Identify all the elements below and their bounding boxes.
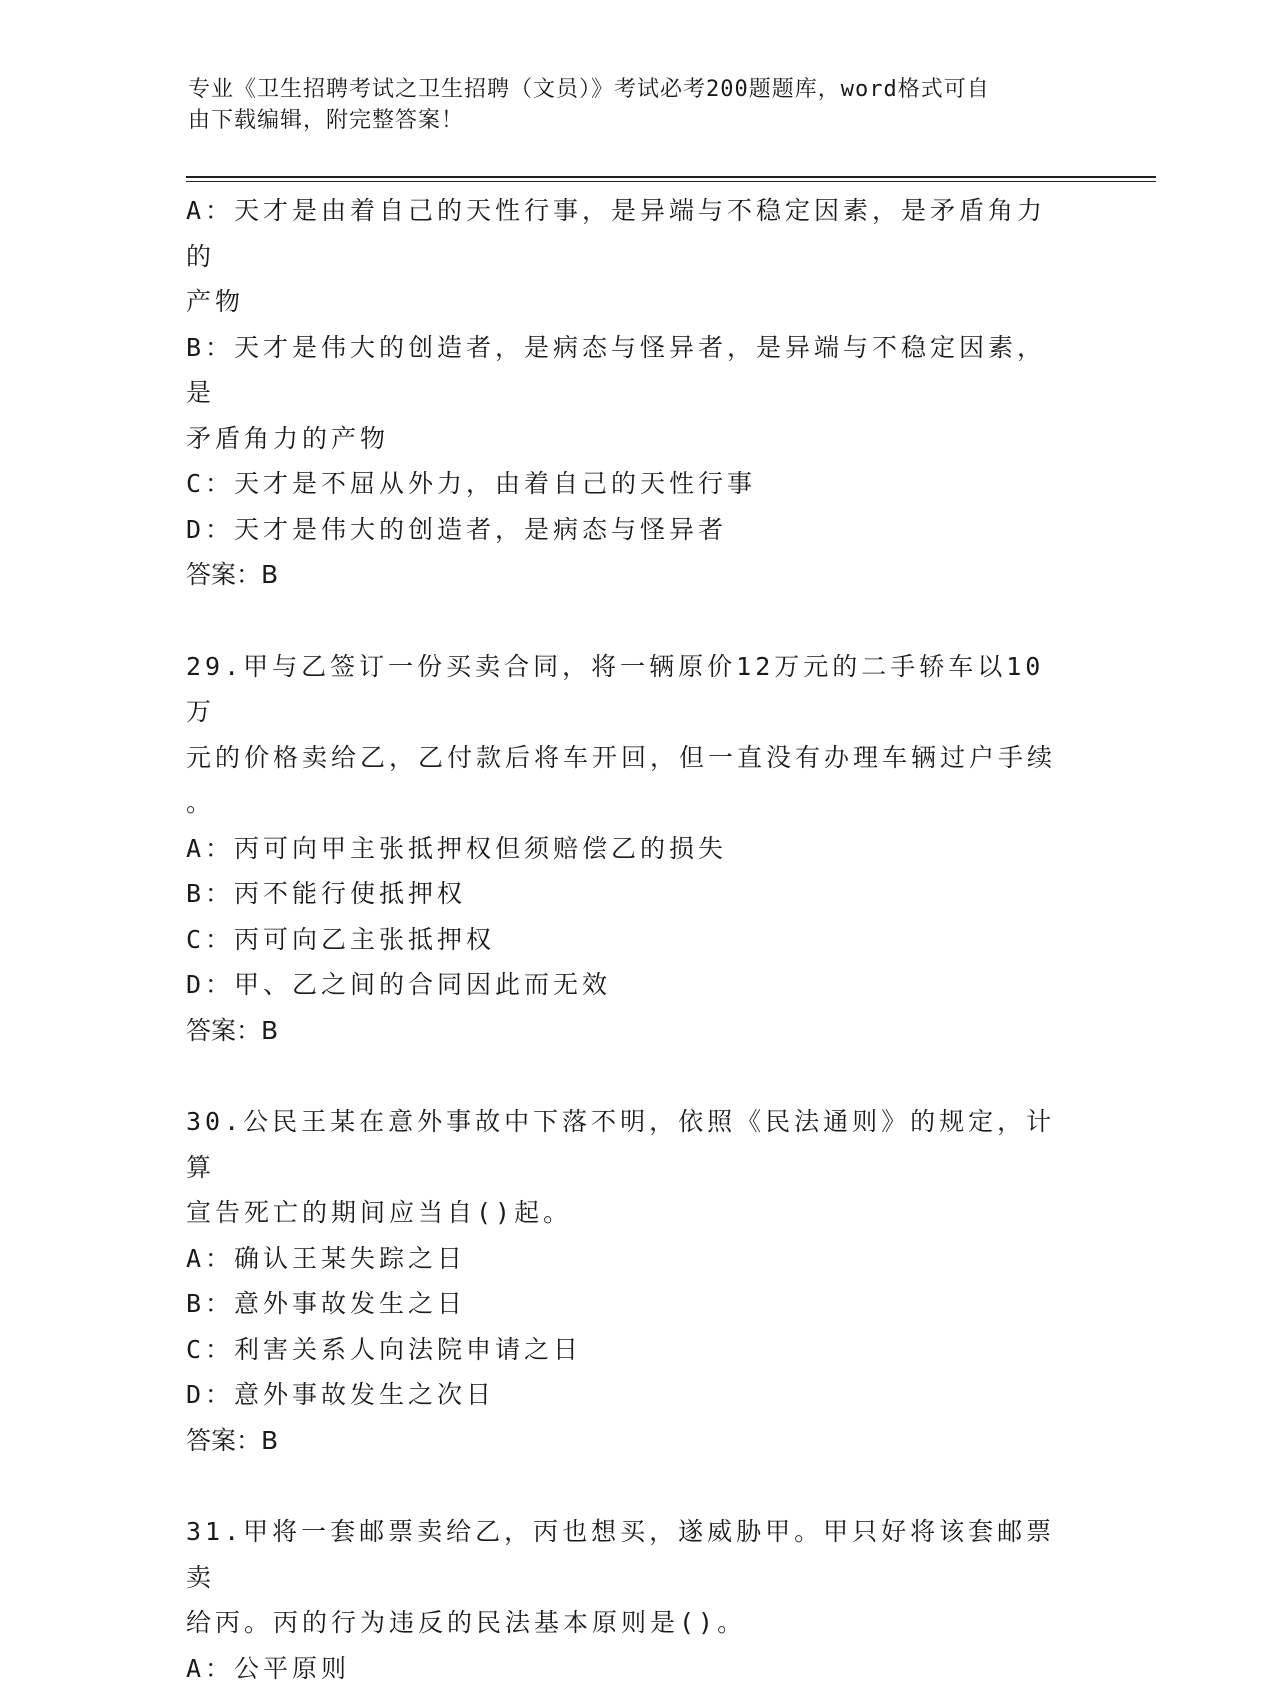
header-rule-thick (186, 176, 1156, 178)
block-spacer (186, 1463, 1066, 1509)
header-rule-thin (186, 181, 1156, 182)
question-line: 矛盾角力的产物 (186, 416, 1066, 462)
question-line: A：天才是由着自己的天性行事，是异端与不稳定因素，是矛盾角力的 (186, 188, 1066, 279)
question-line: B：丙不能行使抵押权 (186, 871, 1066, 917)
question-block (186, 1509, 1066, 1691)
document-header (188, 74, 1068, 136)
header-line-2: 由下载编辑，附完整答案！ (188, 105, 1068, 136)
question-line: C：天才是不屈从外力，由着自己的天性行事 (186, 461, 1066, 507)
answer-line: 答案：B (186, 1418, 1066, 1464)
question-line: 给丙。丙的行为违反的民法基本原则是()。 (186, 1600, 1066, 1646)
question-line: A：丙可向甲主张抵押权但须赔偿乙的损失 (186, 826, 1066, 872)
question-line: B：天才是伟大的创造者，是病态与怪异者，是异端与不稳定因素，是 (186, 325, 1066, 416)
question-block (186, 188, 1066, 598)
question-block (186, 644, 1066, 1054)
document-body (186, 188, 1066, 1691)
answer-line: 答案：B (186, 1008, 1066, 1054)
question-line: C：丙可向乙主张抵押权 (186, 917, 1066, 963)
question-line: 31.甲将一套邮票卖给乙，丙也想买，遂威胁甲。甲只好将该套邮票卖 (186, 1509, 1066, 1600)
question-line: A：确认王某失踪之日 (186, 1236, 1066, 1282)
question-line: 产物 (186, 279, 1066, 325)
question-line: 宣告死亡的期间应当自()起。 (186, 1190, 1066, 1236)
question-line: D：甲、乙之间的合同因此而无效 (186, 962, 1066, 1008)
question-line: 元的价格卖给乙，乙付款后将车开回，但一直没有办理车辆过户手续 (186, 735, 1066, 781)
header-line-1: 专业《卫生招聘考试之卫生招聘（文员）》考试必考200题题库，word格式可自 (188, 74, 1068, 105)
question-line: B：意外事故发生之日 (186, 1281, 1066, 1327)
question-line: D：意外事故发生之次日 (186, 1372, 1066, 1418)
question-block (186, 1099, 1066, 1463)
question-line: 29.甲与乙签订一份买卖合同，将一辆原价12万元的二手轿车以10万 (186, 644, 1066, 735)
answer-line: 答案：B (186, 552, 1066, 598)
question-line: 30.公民王某在意外事故中下落不明，依照《民法通则》的规定，计算 (186, 1099, 1066, 1190)
question-line: C：利害关系人向法院申请之日 (186, 1327, 1066, 1373)
block-spacer (186, 598, 1066, 644)
question-line: 。 (186, 780, 1066, 826)
block-spacer (186, 1053, 1066, 1099)
question-line: A：公平原则 (186, 1646, 1066, 1691)
question-line: D：天才是伟大的创造者，是病态与怪异者 (186, 507, 1066, 553)
